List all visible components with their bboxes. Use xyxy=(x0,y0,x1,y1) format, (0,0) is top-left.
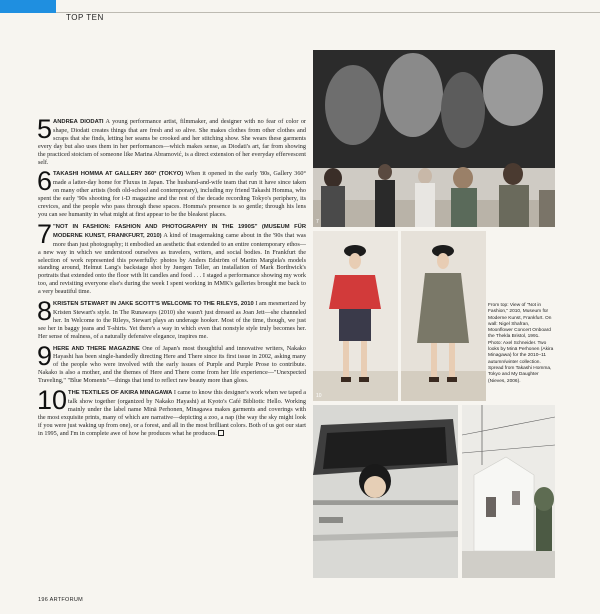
gallery-photo-art xyxy=(313,50,555,227)
article-body xyxy=(37,114,307,442)
entry-text: I came to know this designer's work when we taped a talk show together (organized by Nakako Hayashi) at Kyoto's Café Bibliotic Hello. Working mainly under the label name Minä Perhonen, Minagawa makes garments and coverings with the most exquisite prints, many of which are narrative—depicting a zoo, a nap (the way the sky might look if you were just waking up from one), or a forest, and all in the most brilliant colors. Both of us got our start in 1995, and I'm in complete awe of how he produces what he produces. xyxy=(38,389,306,437)
entry-6 xyxy=(37,166,306,218)
entry-10 xyxy=(37,385,306,437)
entry-number: 8 xyxy=(37,296,53,327)
entry-number: 9 xyxy=(37,340,53,371)
child-in-car-photo xyxy=(313,405,458,578)
entry-8 xyxy=(37,296,307,341)
entry-text: One of Japan's most thoughtful and innovative writers, Nakako Hayashi has been single-handedly directing Here and There since its first issue in 2002, asking many of the people who were involved with the early issues of Purple and Purple Prose to contribute. Nakako is also a mother, and the themes of Here and There come from her life experience—"Unexpected Traveling," "Blue Moments"—things that tend to reflect raw beauty more than gloss. xyxy=(38,344,306,385)
entry-text: I am mesmerized by Kristen Stewart's style. In The Runaways (2010) she wasn't just dressed as Joan Jett—she channeled her. In Welcome to the Rileys, Stewart plays an underage hooker. Most of the time, though, we just see her in baggy jeans and T-shirts. Yet there's a way in which even that nonstyle style truly becomes her. Her sense of realness, of a naturally defensive elegance, inspires me. xyxy=(38,300,307,340)
white-house-photo xyxy=(462,405,555,578)
entry-heading: "NOT IN FASHION: FASHION AND PHOTOGRAPHY IN THE 1990S" (MUSEUM FÜR MODERNE KUNST, FRANKFURT, 2010) xyxy=(53,223,306,239)
entry-text: A young performance artist, filmmaker, and designer with no fear of color or shape, Diodati creates things that are fresh and so alive. She makes clothes from other clothes and scraps that she finds, letting her seams be crooked and her stitching show. She wears these garments every day but also uses them in her performances—which makes sense, as Diodati's art, far from showing the practiced stoicism of someone like Marina Abramović, is a direct extension of her everyday effervescent self. xyxy=(38,118,306,166)
entry-7 xyxy=(37,218,306,296)
entry-heading: THE TEXTILES OF AKIRA MINAGAWA xyxy=(68,390,173,397)
entry-heading: TAKASHI HOMMA AT GALLERY 360° (TOKYO) xyxy=(53,171,184,178)
fashion-looks-photo xyxy=(313,231,486,401)
car-photo-art xyxy=(313,405,458,578)
photo-number: 10 xyxy=(316,393,322,399)
end-mark xyxy=(218,430,224,436)
fashion-photo-art xyxy=(313,231,486,401)
entry-heading: HERE AND THERE MAGAZINE xyxy=(53,345,140,352)
entry-9 xyxy=(37,340,306,386)
gallery-installation-photo xyxy=(313,50,555,227)
entry-heading: KRISTEN STEWART IN JAKE SCOTT'S WELCOME TO THE RILEYS, 2010 xyxy=(53,301,254,308)
entry-text: A kind of imagemaking came about in the '90s that was more than just photography; it embodied an aesthetic that extended to an entire contemporary ethos—a new way in which we understood ourselves as travelers, writers, and social bodies. In Frankfurt the selection of work represented this powerfully: photos by Anders Edström of Martin Margiela's models standing around, Helmut Lang's backstage shot by Juergen Teller, an installation of Mark Borthwick's portraits that extended onto the floor with lit candles and food . . . I staged a performance showing my work too, and revisiting everyone else's during the week I spent working in MMK's galleries brought me back to a very beautiful time. xyxy=(38,231,306,296)
entry-5 xyxy=(37,114,306,166)
header-rule xyxy=(56,12,600,13)
entry-number: 7 xyxy=(37,218,53,249)
entry-text: When it opened in the early '80s, Gallery 360° made a latter-day home for Fluxus in Japan. The husband-and-wife team that run it have since taken on many other artists (both old-school and contemporary), including my friend Takashi Homma, who spent the early '90s shooting for i-D magazine and the rest of the decade recording Tokyo's periphery, its crevices, and the people who pass through these spaces. Homma's presence is so gentle; through his lens you can see humanity in what might at first appear to be the bleakest places. xyxy=(38,170,306,218)
photo-number: 7 xyxy=(316,219,319,225)
header-accent-bar xyxy=(0,0,56,13)
entry-number: 5 xyxy=(37,114,53,144)
section-label: TOP TEN xyxy=(66,13,104,22)
page-footer: 196 ARTFORUM xyxy=(38,597,84,603)
entry-heading: ANDREA DIODATI xyxy=(53,119,104,125)
photo-caption: From top: View of "Not in Fashion," 2010, Museum für Moderne Kunst, Frankfurt. On wall: Nigel Shafran, Moonflower Concert Onboard the Thekla Bristol, 1991. Photo: Axel Schneider. Two looks by Minä Perhonen (Akira Minagawa) for the 2010–11 autumn/winter collection. Spread from Takashi Homma, Tokyo and My Daughter (Nieves, 2006). xyxy=(488,303,554,384)
house-photo-art xyxy=(462,405,555,578)
entry-number: 6 xyxy=(37,166,53,197)
page-header xyxy=(0,0,600,22)
entry-number: 10 xyxy=(37,385,68,416)
